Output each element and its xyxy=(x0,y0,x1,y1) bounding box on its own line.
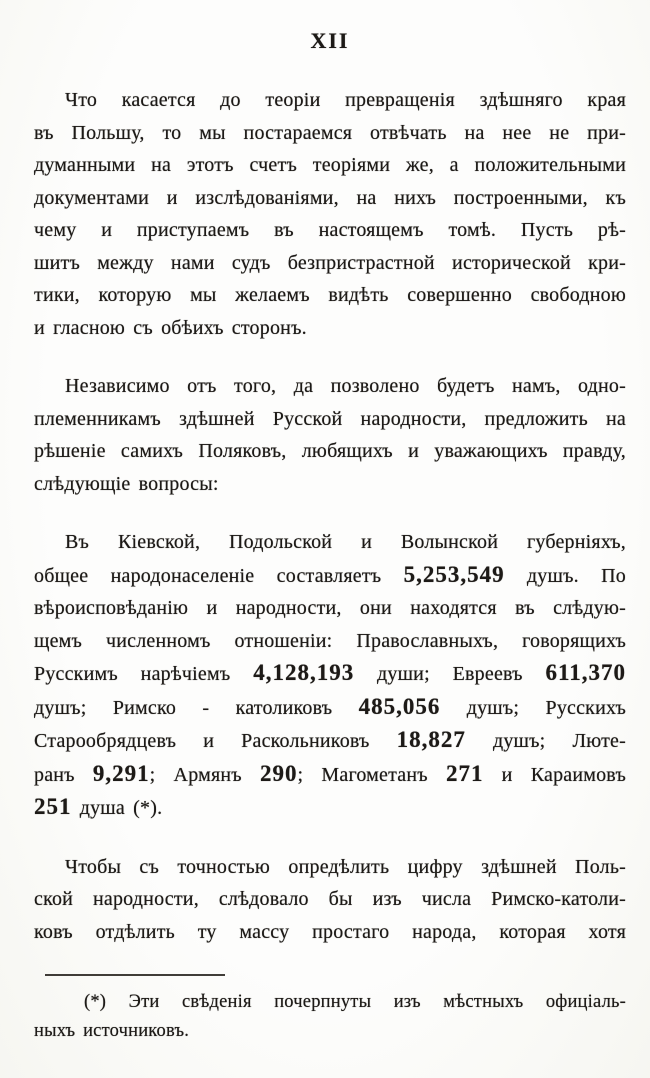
text-segment: и Караимовъ xyxy=(483,763,626,786)
text-line xyxy=(34,724,626,758)
text-segment: общее народонаселеніе составляетъ xyxy=(34,564,404,587)
text-segment: душъ; Римско - католиковъ xyxy=(34,696,359,719)
text-line xyxy=(34,117,626,150)
text-line xyxy=(34,435,626,468)
text-line xyxy=(34,758,626,792)
text-segment: Независимо отъ того, да позволено будетъ намъ, одно- xyxy=(65,375,626,397)
text-segment: слѣдующіе вопросы: xyxy=(34,472,219,495)
text-line xyxy=(34,312,626,345)
text-segment: ныхъ источниковъ. xyxy=(34,1021,190,1041)
text-segment: душъ. По xyxy=(504,564,626,587)
text-line xyxy=(34,182,626,215)
text-segment: тики, которую мы желаемъ видѣть совершенно свободною xyxy=(34,284,626,306)
text-segment: душа (*). xyxy=(71,797,163,819)
footnote-separator xyxy=(45,974,225,976)
footnote xyxy=(34,988,626,1046)
text-segment: души; Евреевъ xyxy=(354,663,546,685)
text-segment: щемъ численномъ отношеніи: Православныхъ, говорящихъ xyxy=(34,629,626,652)
text-line xyxy=(34,592,626,625)
text-segment: Что касается до теоріи превращенія здѣшняго края xyxy=(65,89,626,111)
text-line xyxy=(34,883,626,916)
text-line xyxy=(34,791,626,825)
text-segment: ; Магометанъ xyxy=(297,763,446,786)
paragraph xyxy=(34,851,626,949)
statistic-number: 485,056 xyxy=(358,693,441,719)
text-segment: племенникамъ здѣшней Русской народности, предложить на xyxy=(34,407,626,430)
text-line xyxy=(34,559,626,593)
statistic-number: 271 xyxy=(445,760,484,786)
text-line xyxy=(34,657,626,691)
text-segment: ; Армянъ xyxy=(149,763,260,786)
statistic-number: 18,827 xyxy=(396,727,466,752)
text-line xyxy=(34,526,626,559)
text-line xyxy=(34,403,626,436)
text-line xyxy=(34,916,626,949)
text-segment: документами и изслѣдованіями, на нихъ построенными, къ xyxy=(34,186,626,209)
text-segment: Русскимъ нарѣчіемъ xyxy=(34,663,254,685)
text-line xyxy=(34,370,626,403)
text-segment: Въ Кіевской, Подольской и Волынской губерніяхъ, xyxy=(65,531,626,553)
text-segment: шитъ между нами судъ безпристрастной исторической кри- xyxy=(34,251,626,274)
page-body xyxy=(34,84,626,948)
paragraph xyxy=(34,84,626,344)
text-line xyxy=(34,468,626,501)
statistic-number: 251 xyxy=(34,794,72,819)
text-line xyxy=(34,214,626,247)
statistic-number: 611,370 xyxy=(545,660,626,685)
text-segment: ковъ отдѣлить ту массу простаго народа, которая хотя xyxy=(34,920,626,943)
text-line xyxy=(34,625,626,658)
text-line xyxy=(34,84,626,117)
text-line xyxy=(34,279,626,312)
text-line xyxy=(34,691,626,725)
text-segment: душъ; Русскихъ xyxy=(440,696,626,719)
paragraph xyxy=(34,370,626,500)
statistic-number: 290 xyxy=(259,760,298,786)
text-segment: и гласною съ обѣихъ сторонъ. xyxy=(34,316,307,339)
page-number: XII xyxy=(310,28,350,53)
text-line xyxy=(34,851,626,884)
text-line xyxy=(34,149,626,182)
text-line xyxy=(34,247,626,280)
text-segment: душъ; Люте- xyxy=(465,730,626,752)
text-segment: думанными на этотъ счетъ теоріями же, а положительными xyxy=(34,154,626,176)
text-segment: ской народности, слѣдовало бы изъ числа Римско-католи- xyxy=(34,888,626,910)
text-segment: рѣшеніе самихъ Поляковъ, любящихъ и уважающихъ правду, xyxy=(34,440,626,462)
text-line xyxy=(34,988,626,1017)
text-segment: Чтобы съ точностью опредѣлить цифру здѣшней Поль- xyxy=(65,855,626,878)
text-segment: въ Польшу, то мы постараемся отвѣчать на нее не при- xyxy=(34,121,626,144)
text-segment: вѣроисповѣданію и народности, они находятся въ слѣдую- xyxy=(34,597,626,619)
text-segment: (*) Эти свѣденія почерпнуты изъ мѣстныхъ офиціаль- xyxy=(84,992,626,1012)
text-segment: Старообрядцевъ и Раскольниковъ xyxy=(34,730,397,752)
statistic-number: 5,253,549 xyxy=(403,561,505,587)
text-segment: чему и приступаемъ въ настоящемъ томѣ. Пусть рѣ- xyxy=(34,219,626,241)
statistic-number: 9,291 xyxy=(92,760,150,786)
text-segment: ранъ xyxy=(34,763,93,786)
statistic-number: 4,128,193 xyxy=(253,660,355,685)
text-line xyxy=(34,1017,626,1046)
paragraph xyxy=(34,526,626,825)
